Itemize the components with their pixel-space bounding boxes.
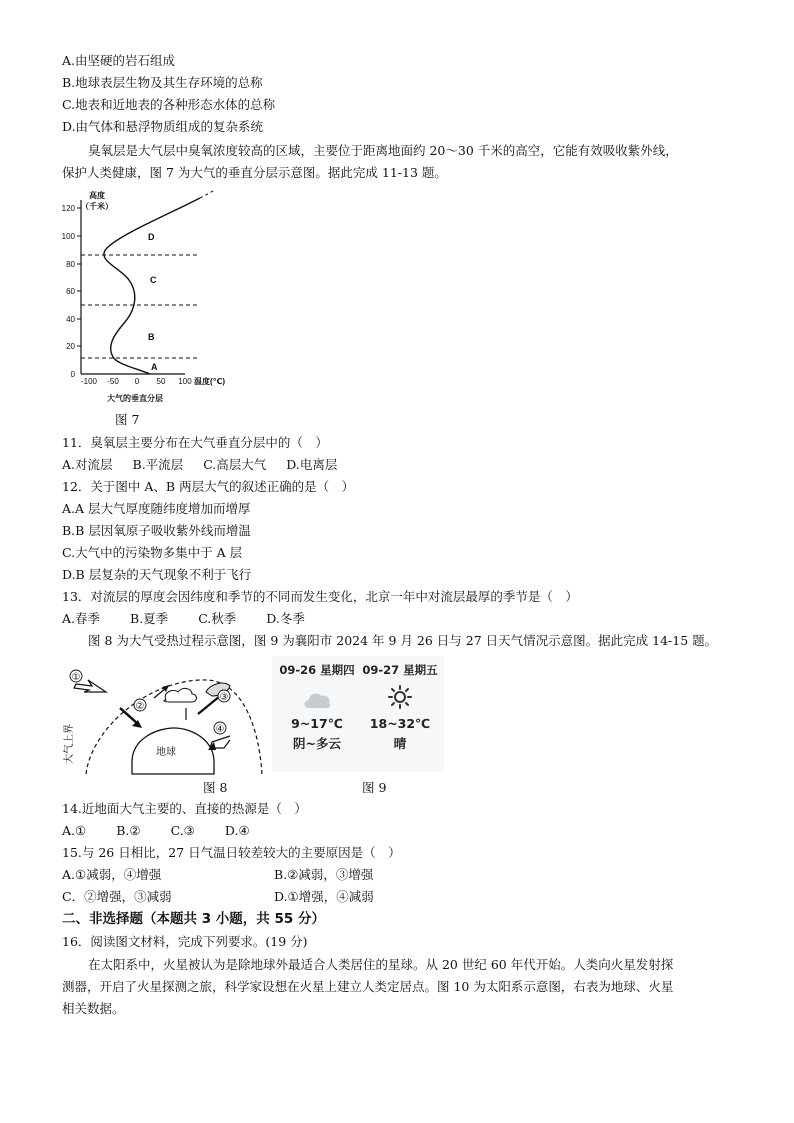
option[interactable]: D.④: [224, 823, 250, 838]
option[interactable]: A.A 层大气厚度随纬度增加而增厚: [62, 501, 251, 516]
question-13-stem: 13．对流层的厚度会因纬度和季节的不同而发生变化，北京一年中对流层最厚的季节是（ ）: [62, 589, 578, 604]
earth-label: 地球: [156, 747, 176, 758]
y-axis-title: 高度: [89, 191, 105, 200]
figure-8-caption: 图 8: [203, 780, 228, 795]
option-line: A.由坚硬的岩石组成: [62, 53, 176, 68]
option[interactable]: C.秋季: [198, 611, 237, 626]
section-heading: 二、非选择题（本题共 3 小题，共 55 分）: [62, 911, 325, 927]
option[interactable]: B.②减弱，③增强: [274, 867, 374, 882]
y-tick: 0: [70, 370, 75, 379]
upper-boundary-label: 大气上界: [64, 724, 75, 764]
question-15-stem: 15.与 26 日相比，27 日气温日较差较大的主要原因是（ ）: [62, 845, 401, 860]
y-tick: 120: [61, 204, 75, 213]
option[interactable]: B.②: [116, 823, 141, 838]
question-13-options: [62, 610, 325, 628]
option-line: B.地球表层生物及其生存环境的总称: [62, 75, 263, 90]
x-tick: 100: [178, 377, 192, 386]
question-16-stem: 16．阅读图文材料，完成下列要求。(19 分): [62, 934, 308, 949]
option[interactable]: C.高层大气: [203, 457, 267, 472]
passage-line: 相关数据。: [62, 1001, 125, 1016]
cloud-icon: [278, 682, 356, 712]
x-tick: 50: [156, 377, 166, 386]
passage-line: 图 8 为大气受热过程示意图，图 9 为襄阳市 2024 年 9 月 26 日与 27 日天气情况示意图。据此完成 14-15 题。: [88, 633, 718, 648]
weather-date: 09-27 星期五: [362, 663, 438, 677]
layer-d-label: D: [148, 232, 155, 242]
y-tick: 80: [66, 260, 75, 269]
y-tick: 40: [66, 315, 75, 324]
x-tick: -50: [107, 377, 119, 386]
weather-desc: 阴~多云: [293, 736, 341, 751]
option[interactable]: B.B 层因氧原子吸收紫外线而增温: [62, 523, 251, 538]
figure-7-atmosphere-layers: [55, 188, 230, 410]
option[interactable]: B.平流层: [132, 457, 184, 472]
option[interactable]: D.冬季: [266, 611, 305, 626]
question-14-options: [62, 822, 270, 840]
option[interactable]: D.①增强，④减弱: [274, 889, 374, 904]
x-tick: 0: [134, 377, 140, 386]
layer-a-label: A: [151, 362, 158, 372]
layer-b-label: B: [148, 332, 155, 342]
passage-line: 测器，开启了火星探测之旅，科学家设想在火星上建立人类定居点。图 10 为太阳系示意图，右表为地球、火星: [62, 979, 674, 994]
weather-day-2: [360, 662, 440, 752]
option-line: D.由气体和悬浮物质组成的复杂系统: [62, 119, 264, 134]
figure-subtitle: 大气的垂直分层: [107, 394, 163, 403]
label-4: ④: [215, 724, 225, 735]
option[interactable]: B.夏季: [130, 611, 169, 626]
passage-line: 在太阳系中，火星被认为是除地球外最适合人类居住的星球。从 20 世纪 60 年代开始。人类向火星发射探: [88, 957, 674, 972]
option[interactable]: D.B 层复杂的天气现象不利于飞行: [62, 567, 252, 582]
question-15-options-row-1: [62, 866, 373, 884]
passage-line: 保护人类健康，图 7 为大气的垂直分层示意图。据此完成 11-13 题。: [62, 165, 447, 180]
label-2: ②: [135, 701, 145, 712]
label-1: ①: [71, 672, 81, 683]
y-tick: 60: [66, 287, 75, 296]
y-tick: 100: [61, 232, 75, 241]
option[interactable]: A.①: [62, 823, 87, 838]
option[interactable]: C．②增强，③减弱: [62, 889, 172, 904]
weather-temp: 9~17℃: [291, 716, 343, 731]
y-tick: 20: [66, 342, 75, 351]
figure-7-caption: 图 7: [115, 412, 140, 427]
option[interactable]: D.电离层: [286, 457, 338, 472]
passage-line: 臭氧层是大气层中臭氧浓度较高的区域，主要位于距离地面约 20～30 千米的高空，它能有效吸收紫外线，: [88, 143, 678, 158]
sun-icon: [360, 682, 440, 712]
weather-temp: 18~32℃: [369, 716, 431, 731]
x-axis-title: 温度(℃): [194, 377, 226, 386]
question-11-stem: 11．臭氧层主要分布在大气垂直分层中的（ ）: [62, 435, 328, 450]
y-axis-unit: （千米）: [81, 202, 113, 211]
option-line: C.地表和近地表的各种形态水体的总称: [62, 97, 276, 112]
figure-8-heating-process: [62, 656, 272, 776]
question-12-stem: 12．关于图中 A、B 两层大气的叙述正确的是（ ）: [62, 479, 355, 494]
option[interactable]: C.大气中的污染物多集中于 A 层: [62, 545, 243, 560]
layer-c-label: C: [150, 275, 157, 285]
weather-desc: 晴: [393, 736, 407, 751]
question-14-stem: 14.近地面大气主要的、直接的热源是（ ）: [62, 801, 307, 816]
option[interactable]: A.①减弱，④增强: [62, 867, 162, 882]
weather-day-1: [278, 662, 356, 752]
option[interactable]: A.对流层: [62, 457, 113, 472]
question-15-options-row-2: [62, 888, 374, 906]
figure-9-caption: 图 9: [362, 780, 387, 795]
option[interactable]: C.③: [170, 823, 195, 838]
weather-date: 09-26 星期四: [279, 663, 355, 677]
x-tick: -100: [80, 377, 98, 386]
label-3: ③: [219, 692, 229, 703]
figure-9-weather-card: [272, 656, 444, 772]
question-11-options: [62, 456, 357, 474]
option[interactable]: A.春季: [62, 611, 101, 626]
